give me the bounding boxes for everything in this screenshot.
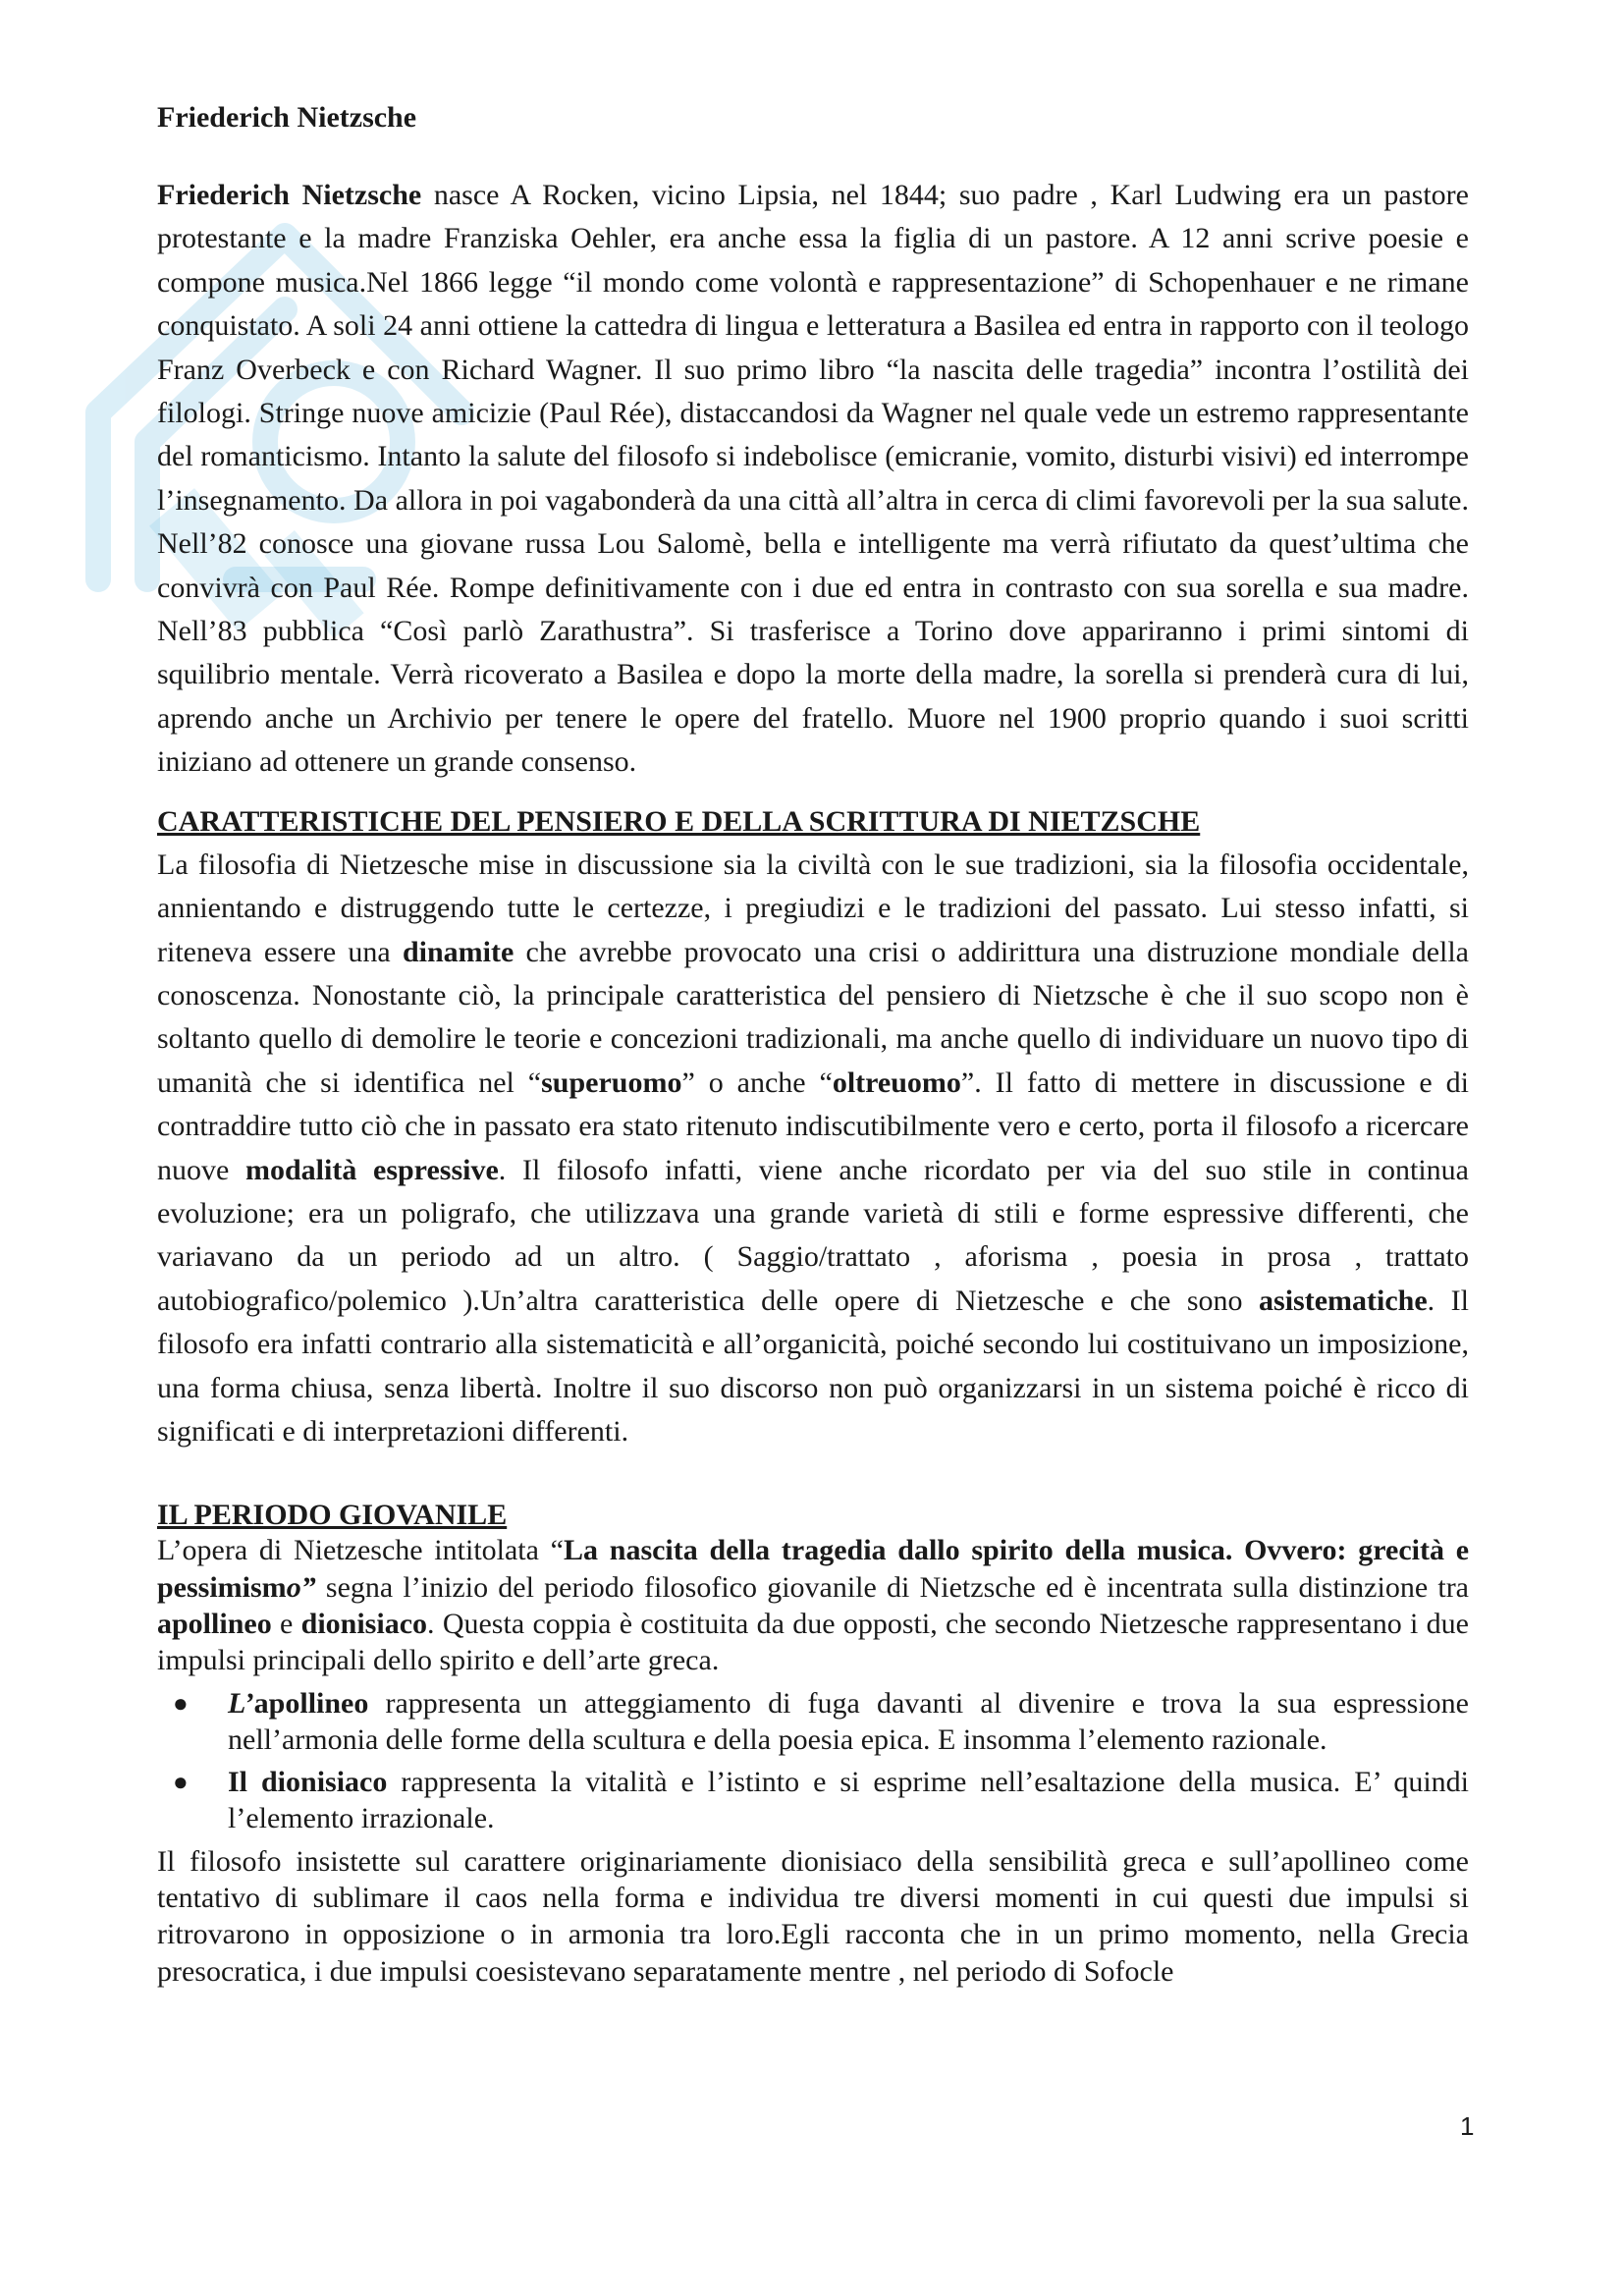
bullet-lead-bold: apollineo <box>253 1686 369 1720</box>
section2-text-1: L’opera di Nietzesche intitolata “ <box>157 1534 565 1567</box>
section1-text-1: La filosofia di Nietzesche mise in discussione sia la civiltà con le sue tradizioni, sia la filosofia occidentale, annientando e distruggendo tutte le certezze, i pregiudizi e le tradizioni del passato. Lui stesso infatti, si riteneva essere una <box>157 847 1469 968</box>
section1-text-5: . Il filosofo infatti, viene anche ricordato per via del suo stile in continua evoluzione; era un poligrafo, che utilizzava una grande varietà di stili e forme espressive differenti, che variavano da un periodo ad un altro. ( Saggio/trattato , aforisma , poesia in prosa , trattato autobiografico/polemico ).Un’altra caratteristica delle opere di Nietzesche e che sono <box>157 1153 1469 1317</box>
intro-name: Friederich Nietzsche <box>157 179 422 211</box>
bullet-lead-italic: L’ <box>228 1686 254 1720</box>
section2-text-3: e <box>271 1607 301 1640</box>
page-number: 1 <box>1460 2111 1475 2141</box>
section1-text-6: . Il filosofo era infatti contrario alla sistematicità e all’organicità, poiché secondo lui costituivano un imposizione, una forma chiusa, senza libertà. Inoltre il suo discorso non può organizzarsi in un sistema poiché è ricco di significati e di interpretazioni differenti. <box>157 1284 1469 1448</box>
section-characteristics-paragraph <box>157 844 1469 1454</box>
keyword-modalita-espressive: modalità espressive <box>245 1153 499 1186</box>
intro-paragraph <box>157 174 1469 785</box>
keyword-asistematiche: asistematiche <box>1259 1284 1428 1317</box>
section-periodo-giovanile-paragraph <box>157 1532 1469 1678</box>
work-title-nascita-tragedia: La nascita della tragedia dallo spirito della musica. Ovvero: grecità e pessimism <box>157 1534 1470 1604</box>
bullet-list <box>157 1685 1469 1837</box>
closing-paragraph: Il filosofo insistette sul carattere originariamente dionisiaco della sensibilità greca e sull’apollineo come tentativo di sublimare il caos nella forma e individua tre diversi momenti in cui questi due impulsi si ritrovarono in opposizione o in armonia tra loro.Egli racconta che in un primo momento, nella Grecia presocratica, i due impulsi coesistevano separatamente mentre , nel periodo di Sofocle <box>157 1844 1469 1988</box>
bullet-dot-icon: ● <box>173 1688 189 1718</box>
work-title-ending: o” <box>286 1570 316 1604</box>
keyword-dionisiaco: dionisiaco <box>300 1607 428 1640</box>
bullet-item-dionisiaco <box>173 1764 1470 1837</box>
bullet-lead-bold: Il dionisiaco <box>228 1766 388 1799</box>
bullet-dot-icon: ● <box>173 1768 189 1797</box>
section1-text-3: ” o anche “ <box>681 1066 833 1099</box>
section2-text-2: segna l’inizio del periodo filosofico giovanile di Nietzsche ed è incentrata sulla distinzione tra <box>315 1570 1469 1604</box>
section-heading-periodo-giovanile: IL PERIODO GIOVANILE <box>157 1499 508 1532</box>
keyword-apollineo: apollineo <box>157 1607 272 1640</box>
keyword-oltreuomo: oltreuomo <box>832 1066 961 1099</box>
section1-text-2: che avrebbe provocato una crisi o addirittura una distruzione mondiale della conoscenza. Nonostante ciò, la principale caratteristica del pensiero di Nietzsche è che il suo scopo non è soltanto quello di demolire le teorie e concezioni tradizionali, ma anche quello di individuare un nuovo tipo di umanità che si identifica nel “ <box>157 935 1469 1099</box>
keyword-superuomo: superuomo <box>541 1066 682 1099</box>
document-title: Friederich Nietzsche <box>157 101 417 134</box>
bullet-text: rappresenta un atteggiamento di fuga davanti al divenire e trova la sua espressione nell’armonia delle forme della scultura e della poesia epica. E insomma l’elemento razionale. <box>228 1686 1469 1756</box>
section1-text-4: ”. Il fatto di mettere in discussione e di contraddire tutto ciò che in passato era stato ritenuto indiscutibilmente vero e certo, porta il filosofo a ricercare nuove <box>157 1066 1469 1186</box>
bullet-text: rappresenta la vitalità e l’istinto e si esprime nell’esaltazione della musica. E’ quindi l’elemento irrazionale. <box>228 1766 1470 1835</box>
intro-text: nasce A Rocken, vicino Lipsia, nel 1844; suo padre , Karl Ludwing era un pastore protestante e la madre Franziska Oehler, era anche essa la figlia di un pastore. A 12 anni scrive poesie e compone musica.Nel 1866 legge “il mondo come volontà e rappresentazione” di Schopenhauer e ne rimane conquistato. A soli 24 anni ottiene la cattedra di lingua e letteratura a Basilea ed entra in rapporto con il teologo Franz Overbeck e con Richard Wagner. Il suo primo libro “la nascita delle tragedia” incontra l’ostilità dei filologi. Stringe nuove amicizie (Paul Rée), distaccandosi da Wagner nel quale vede un estremo rappresentante del romanticismo. Intanto la salute del filosofo si indebolisce (emicranie, vomito, disturbi visivi) ed interrompe l’insegnamento. Da allora in poi vagabonderà da una città all’altra in cerca di climi favorevoli per la sua salute. Nell’82 conosce una giovane russa Lou Salomè, bella e intelligente ma verrà rifiutato da quest’ultima che convivrà con Paul Rée. Rompe definitivamente con i due ed entra in contrasto con sua sorella e sua madre. Nell’83 pubblica “Così parlò Zarathustra”. Si trasferisce a Torino dove appariranno i primi sintomi di squilibrio mentale. Verrà ricoverato a Basilea e dopo la morte della madre, la sorella si prenderà cura di lui, aprendo anche un Archivio per tenere le opere del fratello. Muore nel 1900 proprio quando i suoi scritti iniziano ad ottenere un grande consenso. <box>157 179 1469 779</box>
section2-text-4: . Questa coppia è costituita da due opposti, che secondo Nietzesche rappresentano i due impulsi principali dello spirito e dell’arte greca. <box>157 1607 1469 1677</box>
document-page <box>157 98 1469 1990</box>
bullet-item-apollineo <box>173 1685 1469 1759</box>
keyword-dinamite: dinamite <box>402 935 514 968</box>
section-heading-characteristics: CARATTERISTICHE DEL PENSIERO E DELLA SCRITTURA DI NIETZSCHE <box>157 804 1201 838</box>
